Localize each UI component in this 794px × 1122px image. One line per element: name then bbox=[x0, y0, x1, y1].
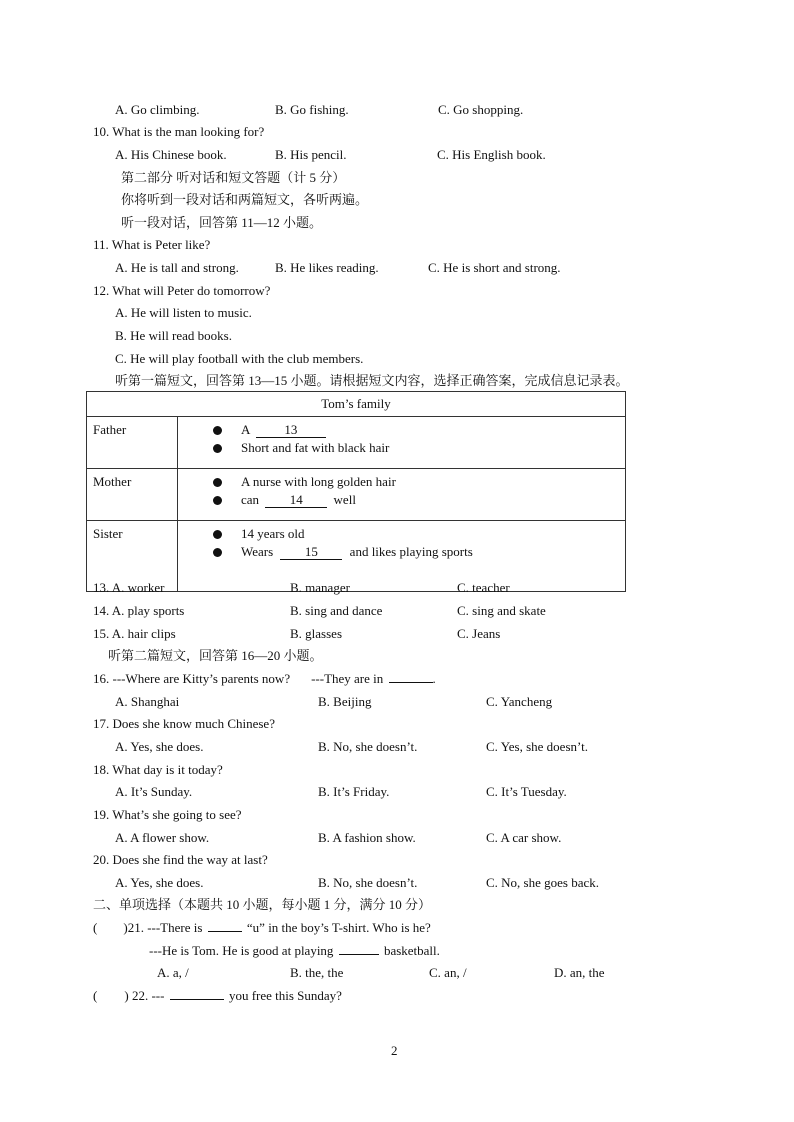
sister-line1: 14 years old bbox=[241, 526, 305, 541]
q22-number: 22. --- bbox=[131, 988, 165, 1003]
q21-paren-open: ( bbox=[93, 920, 98, 935]
q10-option-a: A. His Chinese book. bbox=[115, 147, 227, 162]
q16-stem bbox=[93, 671, 436, 687]
bullet-icon bbox=[213, 426, 222, 435]
q22-paren-open: ( bbox=[93, 988, 98, 1003]
q16-option-b: B. Beijing bbox=[318, 694, 372, 709]
row-label-sister: Sister bbox=[87, 521, 178, 592]
sister-line2-prefix: Wears bbox=[241, 544, 274, 559]
q18-option-c: C. It’s Tuesday. bbox=[486, 784, 567, 799]
q11-option-c: C. He is short and strong. bbox=[428, 260, 561, 275]
mother-line2-prefix: can bbox=[241, 492, 260, 507]
q16-question: 16. ---Where are Kitty’s parents now? bbox=[93, 671, 291, 686]
table-caption: Tom’s family bbox=[87, 392, 626, 417]
q9-option-b: B. Go fishing. bbox=[275, 102, 349, 117]
q18-option-a: A. It’s Sunday. bbox=[115, 784, 193, 799]
sister-line2-suffix: and likes playing sports bbox=[349, 544, 473, 559]
q16-blank bbox=[389, 682, 433, 683]
q20-option-b: B. No, she doesn’t. bbox=[318, 875, 418, 890]
q12-option-b: B. He will read books. bbox=[115, 328, 232, 343]
q12-option-c: C. He will play football with the club members. bbox=[115, 351, 364, 366]
q22-paren-close: ) bbox=[124, 988, 129, 1003]
q21-line1 bbox=[93, 920, 431, 936]
q21-line2 bbox=[149, 943, 440, 959]
q17-option-c: C. Yes, she doesn’t. bbox=[486, 739, 588, 754]
blank-13: 13 bbox=[256, 423, 326, 438]
father-line1-prefix: A bbox=[241, 422, 250, 437]
q21-line1-post: “u” in the boy’s T-shirt. Who is he? bbox=[246, 920, 431, 935]
q13-option-c: C. teacher bbox=[457, 580, 510, 595]
q11-option-b: B. He likes reading. bbox=[275, 260, 379, 275]
q11-stem: 11. What is Peter like? bbox=[93, 237, 211, 252]
q15-option-b: B. glasses bbox=[290, 626, 342, 641]
part2-title: 第二部分 听对话和短文答题（计 5 分） bbox=[121, 170, 346, 185]
section2-title: 二、单项选择（本题共 10 小题，每小题 1 分，满分 10 分） bbox=[93, 897, 432, 912]
q17-option-a: A. Yes, she does. bbox=[115, 739, 204, 754]
q10-stem: 10. What is the man looking for? bbox=[93, 124, 265, 139]
q22-line bbox=[93, 988, 342, 1004]
q21-blank-1 bbox=[208, 931, 242, 932]
q11-option-a: A. He is tall and strong. bbox=[115, 260, 239, 275]
q20-option-c: C. No, she goes back. bbox=[486, 875, 600, 890]
part2-intro: 你将听到一段对话和两篇短文，各听两遍。 bbox=[121, 192, 369, 207]
bullet-icon bbox=[213, 478, 222, 487]
blank-14: 14 bbox=[265, 493, 327, 508]
blank-15: 15 bbox=[280, 545, 342, 560]
mother-line2-suffix: well bbox=[333, 492, 356, 507]
q14-option-b: B. sing and dance bbox=[290, 603, 383, 618]
q16-option-c: C. Yancheng bbox=[486, 694, 553, 709]
tom-family-table bbox=[86, 391, 626, 592]
q22-post: you free this Sunday? bbox=[228, 988, 342, 1003]
row-label-father: Father bbox=[87, 417, 178, 469]
q20-option-a: A. Yes, she does. bbox=[115, 875, 204, 890]
q9-option-c: C. Go shopping. bbox=[438, 102, 524, 117]
sister-line2 bbox=[241, 543, 473, 561]
q16-option-a: A. Shanghai bbox=[115, 694, 180, 709]
dialog-intro: 听一段对话，回答第 11—12 小题。 bbox=[121, 215, 323, 230]
q21-line1-pre: 21. ---There is bbox=[127, 920, 203, 935]
q21-line2-post: basketball. bbox=[383, 943, 440, 958]
q9-option-a: A. Go climbing. bbox=[115, 102, 200, 117]
q10-option-c: C. His English book. bbox=[437, 147, 546, 162]
father-line2: Short and fat with black hair bbox=[241, 440, 390, 455]
mother-line1: A nurse with long golden hair bbox=[241, 474, 396, 489]
q18-option-b: B. It’s Friday. bbox=[318, 784, 390, 799]
q19-option-c: C. A car show. bbox=[486, 830, 562, 845]
father-line1 bbox=[241, 421, 326, 439]
q15-option-c: C. Jeans bbox=[457, 626, 501, 641]
row-label-mother: Mother bbox=[87, 469, 178, 521]
bullet-icon bbox=[213, 548, 222, 557]
q19-stem: 19. What’s she going to see? bbox=[93, 807, 242, 822]
q16-period: . bbox=[432, 671, 436, 686]
q20-stem: 20. Does she find the way at last? bbox=[93, 852, 268, 867]
q14-option-c: C. sing and skate bbox=[457, 603, 546, 618]
q12-stem: 12. What will Peter do tomorrow? bbox=[93, 283, 271, 298]
bullet-icon bbox=[213, 530, 222, 539]
q19-option-b: B. A fashion show. bbox=[318, 830, 416, 845]
q14-option-a: 14. A. play sports bbox=[93, 603, 185, 618]
q17-stem: 17. Does she know much Chinese? bbox=[93, 716, 275, 731]
q16-answer-prompt: ---They are in bbox=[311, 671, 384, 686]
q10-option-b: B. His pencil. bbox=[275, 147, 347, 162]
page-number: 2 bbox=[391, 1043, 398, 1058]
q21-blank-2 bbox=[339, 954, 379, 955]
q21-line2-pre: ---He is Tom. He is good at playing bbox=[149, 943, 334, 958]
q21-paren-close: ) bbox=[123, 920, 128, 935]
q22-blank bbox=[170, 999, 224, 1000]
passage1-intro: 听第一篇短文，回答第 13—15 小题。请根据短文内容，选择正确答案，完成信息记录表。 bbox=[115, 373, 629, 388]
q21-option-a: A. a, / bbox=[157, 965, 189, 980]
q21-option-b: B. the, the bbox=[290, 965, 344, 980]
q15-option-a: 15. A. hair clips bbox=[93, 626, 176, 641]
q13-option-a: 13. A. worker bbox=[93, 580, 165, 595]
q21-option-d: D. an, the bbox=[554, 965, 605, 980]
q12-option-a: A. He will listen to music. bbox=[115, 305, 252, 320]
passage2-intro: 听第二篇短文，回答第 16—20 小题。 bbox=[108, 648, 323, 663]
q21-option-c: C. an, / bbox=[429, 965, 467, 980]
bullet-icon bbox=[213, 444, 222, 453]
q18-stem: 18. What day is it today? bbox=[93, 762, 223, 777]
bullet-icon bbox=[213, 496, 222, 505]
q19-option-a: A. A flower show. bbox=[115, 830, 210, 845]
q13-option-b: B. manager bbox=[290, 580, 350, 595]
mother-line2 bbox=[241, 491, 356, 509]
q17-option-b: B. No, she doesn’t. bbox=[318, 739, 418, 754]
